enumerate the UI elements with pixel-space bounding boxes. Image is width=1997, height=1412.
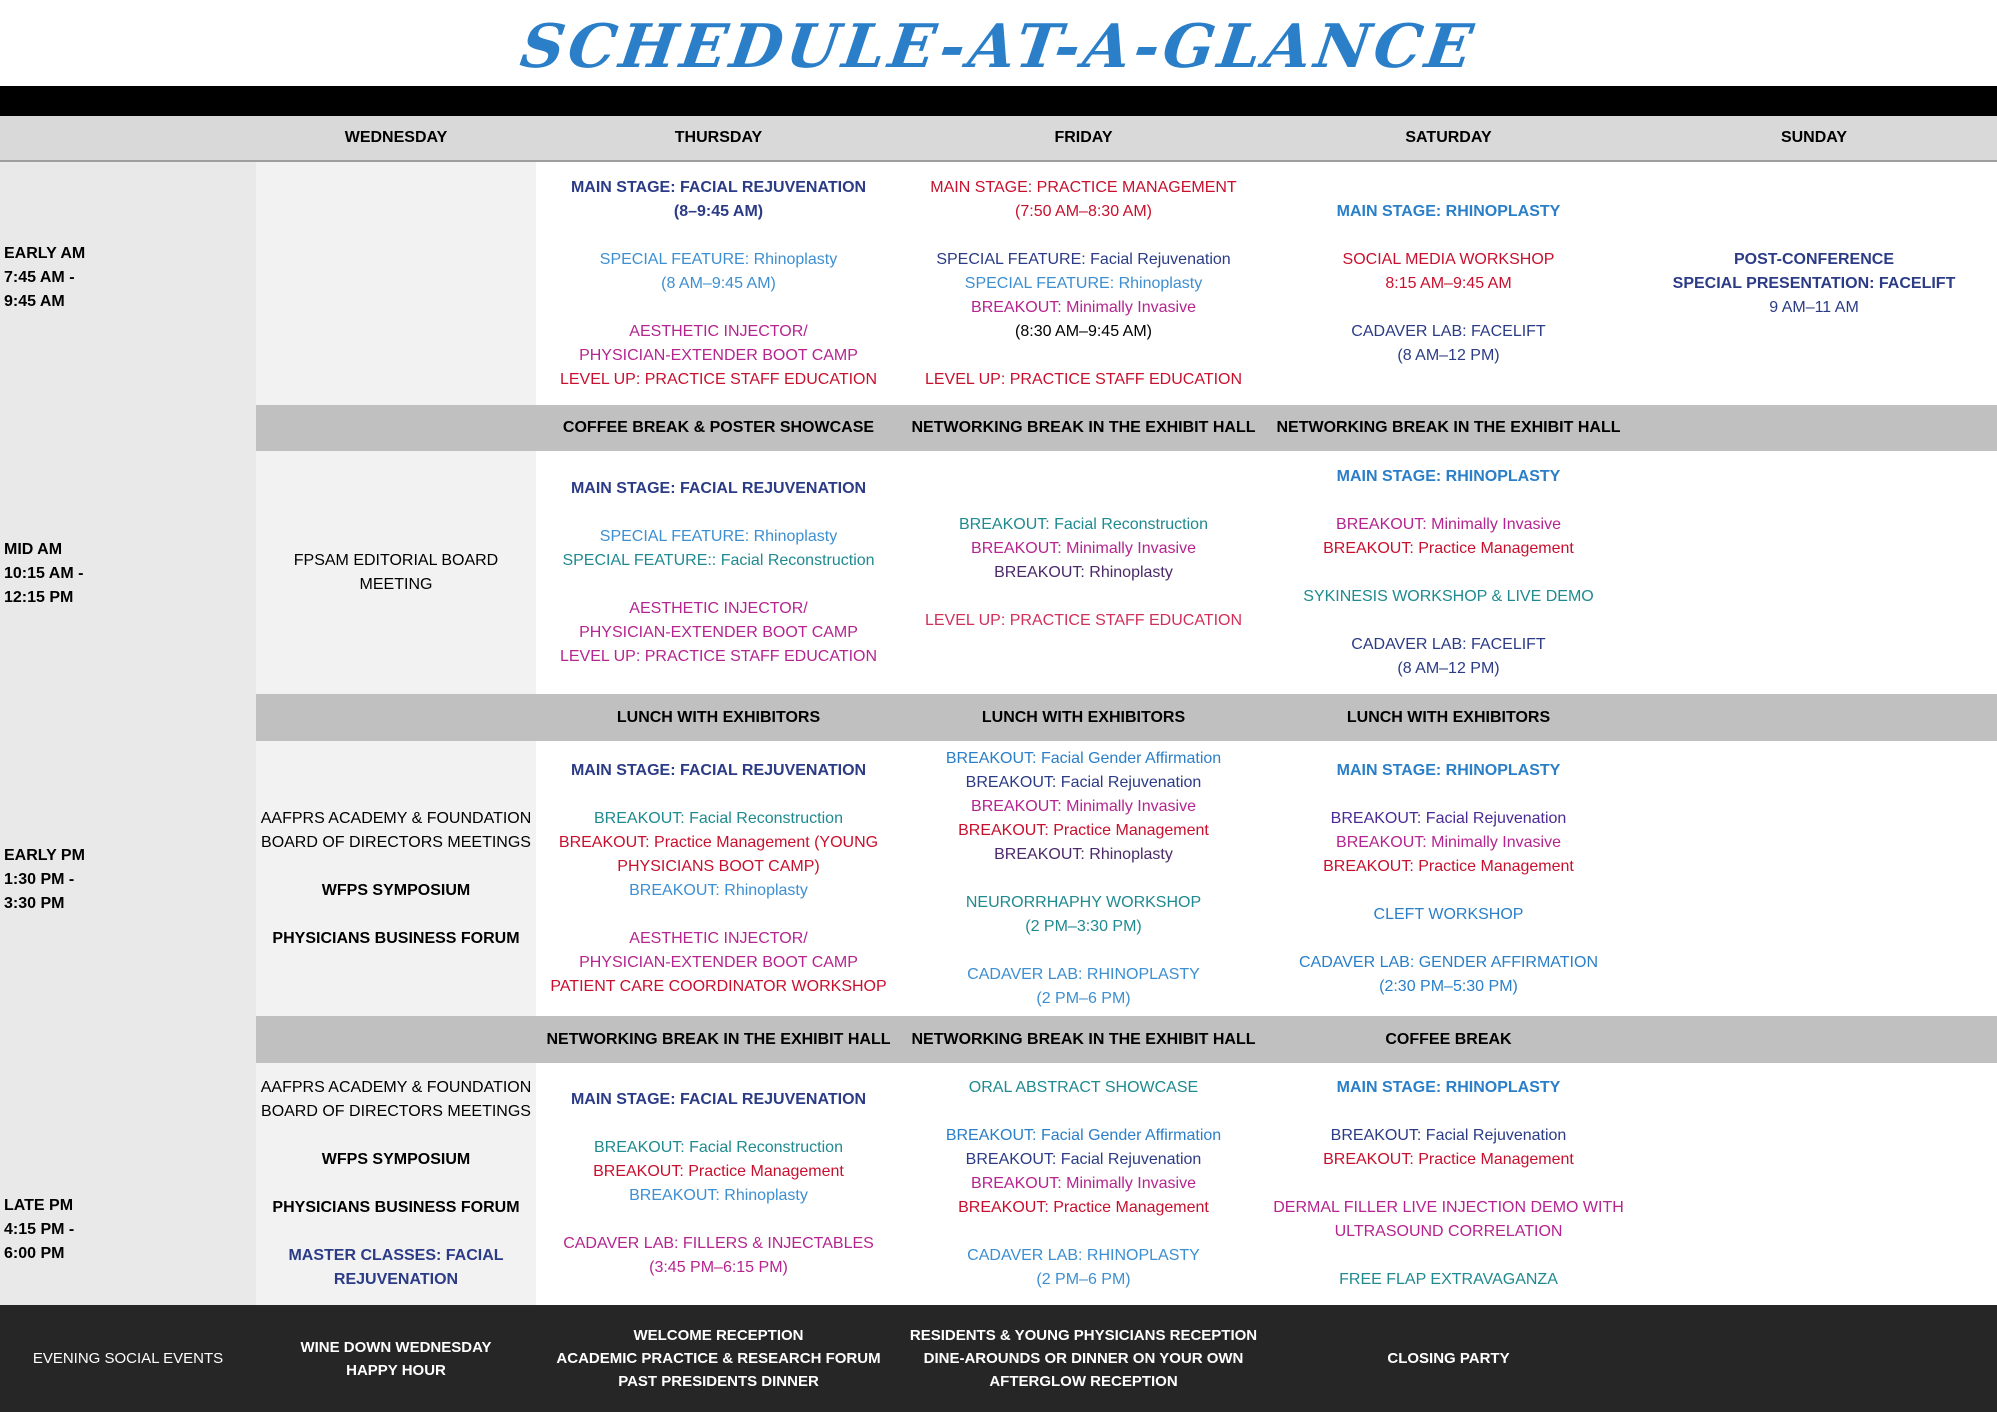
evening-friday <box>901 1305 1266 1412</box>
session-breakout: BREAKOUT: Practice Management <box>1323 857 1574 875</box>
session-time: (8 AM–12 PM) <box>1397 659 1500 677</box>
evening-label: EVENING SOCIAL EVENTS <box>0 1305 256 1412</box>
break-cell: NETWORKING BREAK IN THE EXHIBIT HALL <box>901 405 1266 451</box>
session-breakout: BREAKOUT: Facial Reconstruction <box>959 515 1208 533</box>
session-aafprs-board: AAFPRS ACADEMY & FOUNDATION <box>260 809 532 827</box>
time-range-start: 10:15 AM - <box>4 565 84 582</box>
session-cadaver-lab: CADAVER LAB: FILLERS & INJECTABLES <box>563 1235 874 1252</box>
session-breakout: BREAKOUT: Practice Management <box>1323 1151 1574 1168</box>
break-cell: NETWORKING BREAK IN THE EXHIBIT HALL <box>1266 405 1631 451</box>
session-breakout: BREAKOUT: Practice Management <box>958 821 1209 839</box>
event-dine-arounds: DINE-AROUNDS OR DINNER ON YOUR OWN <box>923 1350 1244 1367</box>
session-breakout: BREAKOUT: Facial Gender Affirmation <box>945 1127 1222 1144</box>
session-time: 9 AM–11 AM <box>1769 298 1859 316</box>
session-breakout: BREAKOUT: Facial Rejuvenation <box>1330 1127 1567 1144</box>
session-oral-abstract: ORAL ABSTRACT SHOWCASE <box>968 1079 1199 1096</box>
session-level-up: LEVEL UP: PRACTICE STAFF EDUCATION <box>559 647 878 665</box>
session-breakout: BREAKOUT: Facial Rejuvenation <box>965 1151 1202 1168</box>
cell-wed-mid-am <box>256 451 536 694</box>
session-breakout: BREAKOUT: Minimally Invasive <box>1336 833 1561 851</box>
session-dermal-filler: ULTRASOUND CORRELATION <box>1334 1223 1563 1240</box>
time-range-start: 4:15 PM - <box>4 1221 75 1238</box>
session-main-stage: MAIN STAGE: RHINOPLASTY <box>1336 761 1561 779</box>
session-level-up: LEVEL UP: PRACTICE STAFF EDUCATION <box>924 370 1243 388</box>
session-time: (8–9:45 AM) <box>673 202 764 220</box>
time-slot-early-pm <box>0 844 85 916</box>
session-breakout: BREAKOUT: Rhinoplasty <box>629 881 808 899</box>
session-special-feature: SPECIAL FEATURE: Rhinoplasty <box>964 274 1203 292</box>
session-cleft-workshop: CLEFT WORKSHOP <box>1373 905 1524 923</box>
session-aafprs-board: BOARD OF DIRECTORS MEETINGS <box>261 833 531 851</box>
time-label: LATE PM <box>4 1197 74 1214</box>
session-wfps-symposium: WFPS SYMPOSIUM <box>321 1151 471 1168</box>
session-main-stage: MAIN STAGE: FACIAL REJUVENATION <box>570 1091 867 1108</box>
time-range-end: 6:00 PM <box>4 1245 65 1262</box>
session-special-feature: SPECIAL FEATURE: Rhinoplasty <box>599 527 838 545</box>
header-corner <box>0 116 256 162</box>
session-time: (2 PM–3:30 PM) <box>1025 917 1142 935</box>
session-dermal-filler: DERMAL FILLER LIVE INJECTION DEMO WITH <box>1273 1199 1624 1216</box>
time-column <box>0 162 256 1305</box>
session-patient-care: PATIENT CARE COORDINATOR WORKSHOP <box>550 977 887 995</box>
session-cadaver-lab: CADAVER LAB: RHINOPLASTY <box>967 1247 1200 1264</box>
session-injector: PHYSICIAN-EXTENDER BOOT CAMP <box>579 623 858 641</box>
time-slot-early-am <box>0 242 85 314</box>
session-time: (2 PM–6 PM) <box>1036 989 1131 1007</box>
day-header-wednesday: WEDNESDAY <box>256 116 536 162</box>
break-cell: LUNCH WITH EXHIBITORS <box>536 694 901 741</box>
cell-thu-early-am <box>536 162 901 405</box>
event-research-forum: ACADEMIC PRACTICE & RESEARCH FORUM <box>556 1350 881 1367</box>
session-social-media: SOCIAL MEDIA WORKSHOP <box>1342 250 1555 268</box>
cell-thu-late-pm <box>536 1063 901 1305</box>
session-level-up: LEVEL UP: PRACTICE STAFF EDUCATION <box>559 370 878 388</box>
session-breakout: BREAKOUT: Rhinoplasty <box>629 1187 808 1204</box>
session-main-stage: MAIN STAGE: PRACTICE MANAGEMENT <box>930 178 1237 196</box>
session-breakout: BREAKOUT: Facial Rejuvenation <box>965 773 1202 791</box>
time-range-end: 12:15 PM <box>4 589 74 606</box>
event-closing-party: CLOSING PARTY <box>1387 1350 1510 1367</box>
break-cell <box>1631 1016 1997 1063</box>
page-title: SCHEDULE-AT-A-GLANCE <box>516 12 1481 82</box>
session-breakout: PHYSICIANS BOOT CAMP) <box>617 857 820 875</box>
evening-saturday <box>1266 1305 1631 1412</box>
session-special-feature: SPECIAL FEATURE: Facial Rejuvenation <box>936 250 1231 268</box>
session-breakout: BREAKOUT: Facial Rejuvenation <box>1330 809 1567 827</box>
session-special-presentation: SPECIAL PRESENTATION: FACELIFT <box>1672 274 1956 292</box>
break-cell <box>1631 694 1997 741</box>
session-breakout: BREAKOUT: Minimally Invasive <box>971 539 1196 557</box>
break-cell: NETWORKING BREAK IN THE EXHIBIT HALL <box>536 1016 901 1063</box>
time-label: MID AM <box>4 541 63 558</box>
time-slot-mid-am <box>0 538 83 610</box>
schedule-grid <box>0 116 1997 1412</box>
cell-fri-early-am <box>901 162 1266 405</box>
session-special-feature: SPECIAL FEATURE: Rhinoplasty <box>599 250 838 268</box>
session-time: (8:30 AM–9:45 AM) <box>1015 322 1152 340</box>
event-afterglow-reception: AFTERGLOW RECEPTION <box>989 1373 1178 1390</box>
time-label: EARLY PM <box>4 847 85 864</box>
session-aafprs-board: AAFPRS ACADEMY & FOUNDATION <box>260 1079 532 1096</box>
cell-sat-early-pm <box>1266 741 1631 1016</box>
break-cell: LUNCH WITH EXHIBITORS <box>901 694 1266 741</box>
session-injector: AESTHETIC INJECTOR/ <box>629 599 808 617</box>
cell-wed-late-pm <box>256 1063 536 1305</box>
session-time: (2 PM–6 PM) <box>1036 1271 1131 1288</box>
session-business-forum: PHYSICIANS BUSINESS FORUM <box>272 929 520 947</box>
session-editorial-board: FPSAM EDITORIAL BOARD MEETING <box>293 551 499 593</box>
session-breakout: BREAKOUT: Facial Reconstruction <box>594 809 843 827</box>
cell-wed-early-pm <box>256 741 536 1016</box>
session-post-conference: POST-CONFERENCE <box>1733 250 1894 268</box>
session-time: (8 AM–12 PM) <box>1397 346 1500 364</box>
session-breakout: BREAKOUT: Rhinoplasty <box>994 845 1173 863</box>
session-neurorrhaphy: NEURORRHAPHY WORKSHOP <box>965 893 1202 911</box>
event-wine-down: WINE DOWN WEDNESDAY <box>300 1338 492 1356</box>
session-level-up: LEVEL UP: PRACTICE STAFF EDUCATION <box>924 611 1243 629</box>
session-breakout: BREAKOUT: Practice Management <box>1323 539 1574 557</box>
session-time: (8 AM–9:45 AM) <box>661 274 776 292</box>
cell-fri-early-pm <box>901 741 1266 1016</box>
session-sykinesis-workshop: SYKINESIS WORKSHOP & LIVE DEMO <box>1303 587 1594 605</box>
cell-sun-late-pm <box>1631 1063 1997 1305</box>
event-past-presidents-dinner: PAST PRESIDENTS DINNER <box>618 1373 819 1390</box>
session-time: 8:15 AM–9:45 AM <box>1385 274 1512 292</box>
cell-sat-early-am <box>1266 162 1631 405</box>
session-aafprs-board: BOARD OF DIRECTORS MEETINGS <box>261 1103 531 1120</box>
evening-thursday <box>536 1305 901 1412</box>
event-happy-hour: HAPPY HOUR <box>346 1361 446 1379</box>
session-cadaver-lab: CADAVER LAB: FACELIFT <box>1351 635 1546 653</box>
session-time: (3:45 PM–6:15 PM) <box>649 1259 788 1276</box>
break-cell <box>256 694 536 741</box>
session-special-feature: SPECIAL FEATURE:: Facial Reconstruction <box>562 551 875 569</box>
time-range-start: 7:45 AM - <box>4 269 75 286</box>
break-cell: COFFEE BREAK <box>1266 1016 1631 1063</box>
cell-fri-late-pm <box>901 1063 1266 1305</box>
session-main-stage: MAIN STAGE: RHINOPLASTY <box>1336 1079 1561 1096</box>
cell-thu-early-pm <box>536 741 901 1016</box>
cell-fri-mid-am <box>901 451 1266 694</box>
session-breakout: BREAKOUT: Practice Management (YOUNG <box>558 833 879 851</box>
title-bar-divider <box>0 86 1997 116</box>
session-main-stage: MAIN STAGE: FACIAL REJUVENATION <box>570 479 867 497</box>
day-header-sunday: SUNDAY <box>1631 116 1997 162</box>
session-breakout: BREAKOUT: Facial Reconstruction <box>594 1139 843 1156</box>
session-injector: PHYSICIAN-EXTENDER BOOT CAMP <box>579 953 858 971</box>
break-cell <box>1631 405 1997 451</box>
session-main-stage: MAIN STAGE: FACIAL REJUVENATION <box>570 178 867 196</box>
cell-sun-early-am <box>1631 162 1997 405</box>
cell-sun-mid-am <box>1631 451 1997 694</box>
session-master-classes: REJUVENATION <box>333 1271 459 1288</box>
session-cadaver-lab: CADAVER LAB: GENDER AFFIRMATION <box>1298 953 1598 971</box>
event-residents-reception: RESIDENTS & YOUNG PHYSICIANS RECEPTION <box>909 1327 1258 1344</box>
time-range-end: 9:45 AM <box>4 293 65 310</box>
session-breakout: BREAKOUT: Minimally Invasive <box>971 1175 1196 1192</box>
evening-sunday <box>1631 1305 1997 1412</box>
cell-wed-early-am <box>256 162 536 405</box>
session-breakout: BREAKOUT: Practice Management <box>958 1199 1209 1216</box>
session-breakout: BREAKOUT: Facial Gender Affirmation <box>945 749 1222 767</box>
session-master-classes: MASTER CLASSES: FACIAL <box>288 1247 504 1264</box>
session-injector: AESTHETIC INJECTOR/ <box>629 929 808 947</box>
day-header-saturday: SATURDAY <box>1266 116 1631 162</box>
break-cell <box>256 405 536 451</box>
session-main-stage: MAIN STAGE: RHINOPLASTY <box>1336 467 1561 485</box>
session-breakout: BREAKOUT: Rhinoplasty <box>994 563 1173 581</box>
cell-sat-late-pm <box>1266 1063 1631 1305</box>
time-range-end: 3:30 PM <box>4 895 65 912</box>
break-cell: COFFEE BREAK & POSTER SHOWCASE <box>536 405 901 451</box>
cell-sun-early-pm <box>1631 741 1997 1016</box>
time-label: EARLY AM <box>4 245 86 262</box>
time-slot-late-pm <box>0 1194 74 1266</box>
session-breakout: BREAKOUT: Practice Management <box>593 1163 844 1180</box>
break-cell: NETWORKING BREAK IN THE EXHIBIT HALL <box>901 1016 1266 1063</box>
session-main-stage: MAIN STAGE: FACIAL REJUVENATION <box>570 761 867 779</box>
time-range-start: 1:30 PM - <box>4 871 75 888</box>
break-cell <box>256 1016 536 1063</box>
session-breakout: BREAKOUT: Minimally Invasive <box>971 298 1196 316</box>
break-cell: LUNCH WITH EXHIBITORS <box>1266 694 1631 741</box>
session-cadaver-lab: CADAVER LAB: FACELIFT <box>1351 322 1546 340</box>
evening-wednesday <box>256 1305 536 1412</box>
session-wfps-symposium: WFPS SYMPOSIUM <box>321 881 471 899</box>
session-time: (7:50 AM–8:30 AM) <box>1015 202 1152 220</box>
session-breakout: BREAKOUT: Minimally Invasive <box>1336 515 1561 533</box>
session-free-flap: FREE FLAP EXTRAVAGANZA <box>1339 1271 1558 1288</box>
day-header-thursday: THURSDAY <box>536 116 901 162</box>
cell-thu-mid-am <box>536 451 901 694</box>
event-welcome-reception: WELCOME RECEPTION <box>633 1327 804 1344</box>
day-header-friday: FRIDAY <box>901 116 1266 162</box>
session-breakout: BREAKOUT: Minimally Invasive <box>971 797 1196 815</box>
session-time: (2:30 PM–5:30 PM) <box>1379 977 1518 995</box>
session-main-stage: MAIN STAGE: RHINOPLASTY <box>1336 202 1561 220</box>
cell-sat-mid-am <box>1266 451 1631 694</box>
session-business-forum: PHYSICIANS BUSINESS FORUM <box>272 1199 520 1216</box>
session-cadaver-lab: CADAVER LAB: RHINOPLASTY <box>967 965 1200 983</box>
session-injector: PHYSICIAN-EXTENDER BOOT CAMP <box>579 346 858 364</box>
session-injector: AESTHETIC INJECTOR/ <box>629 322 808 340</box>
